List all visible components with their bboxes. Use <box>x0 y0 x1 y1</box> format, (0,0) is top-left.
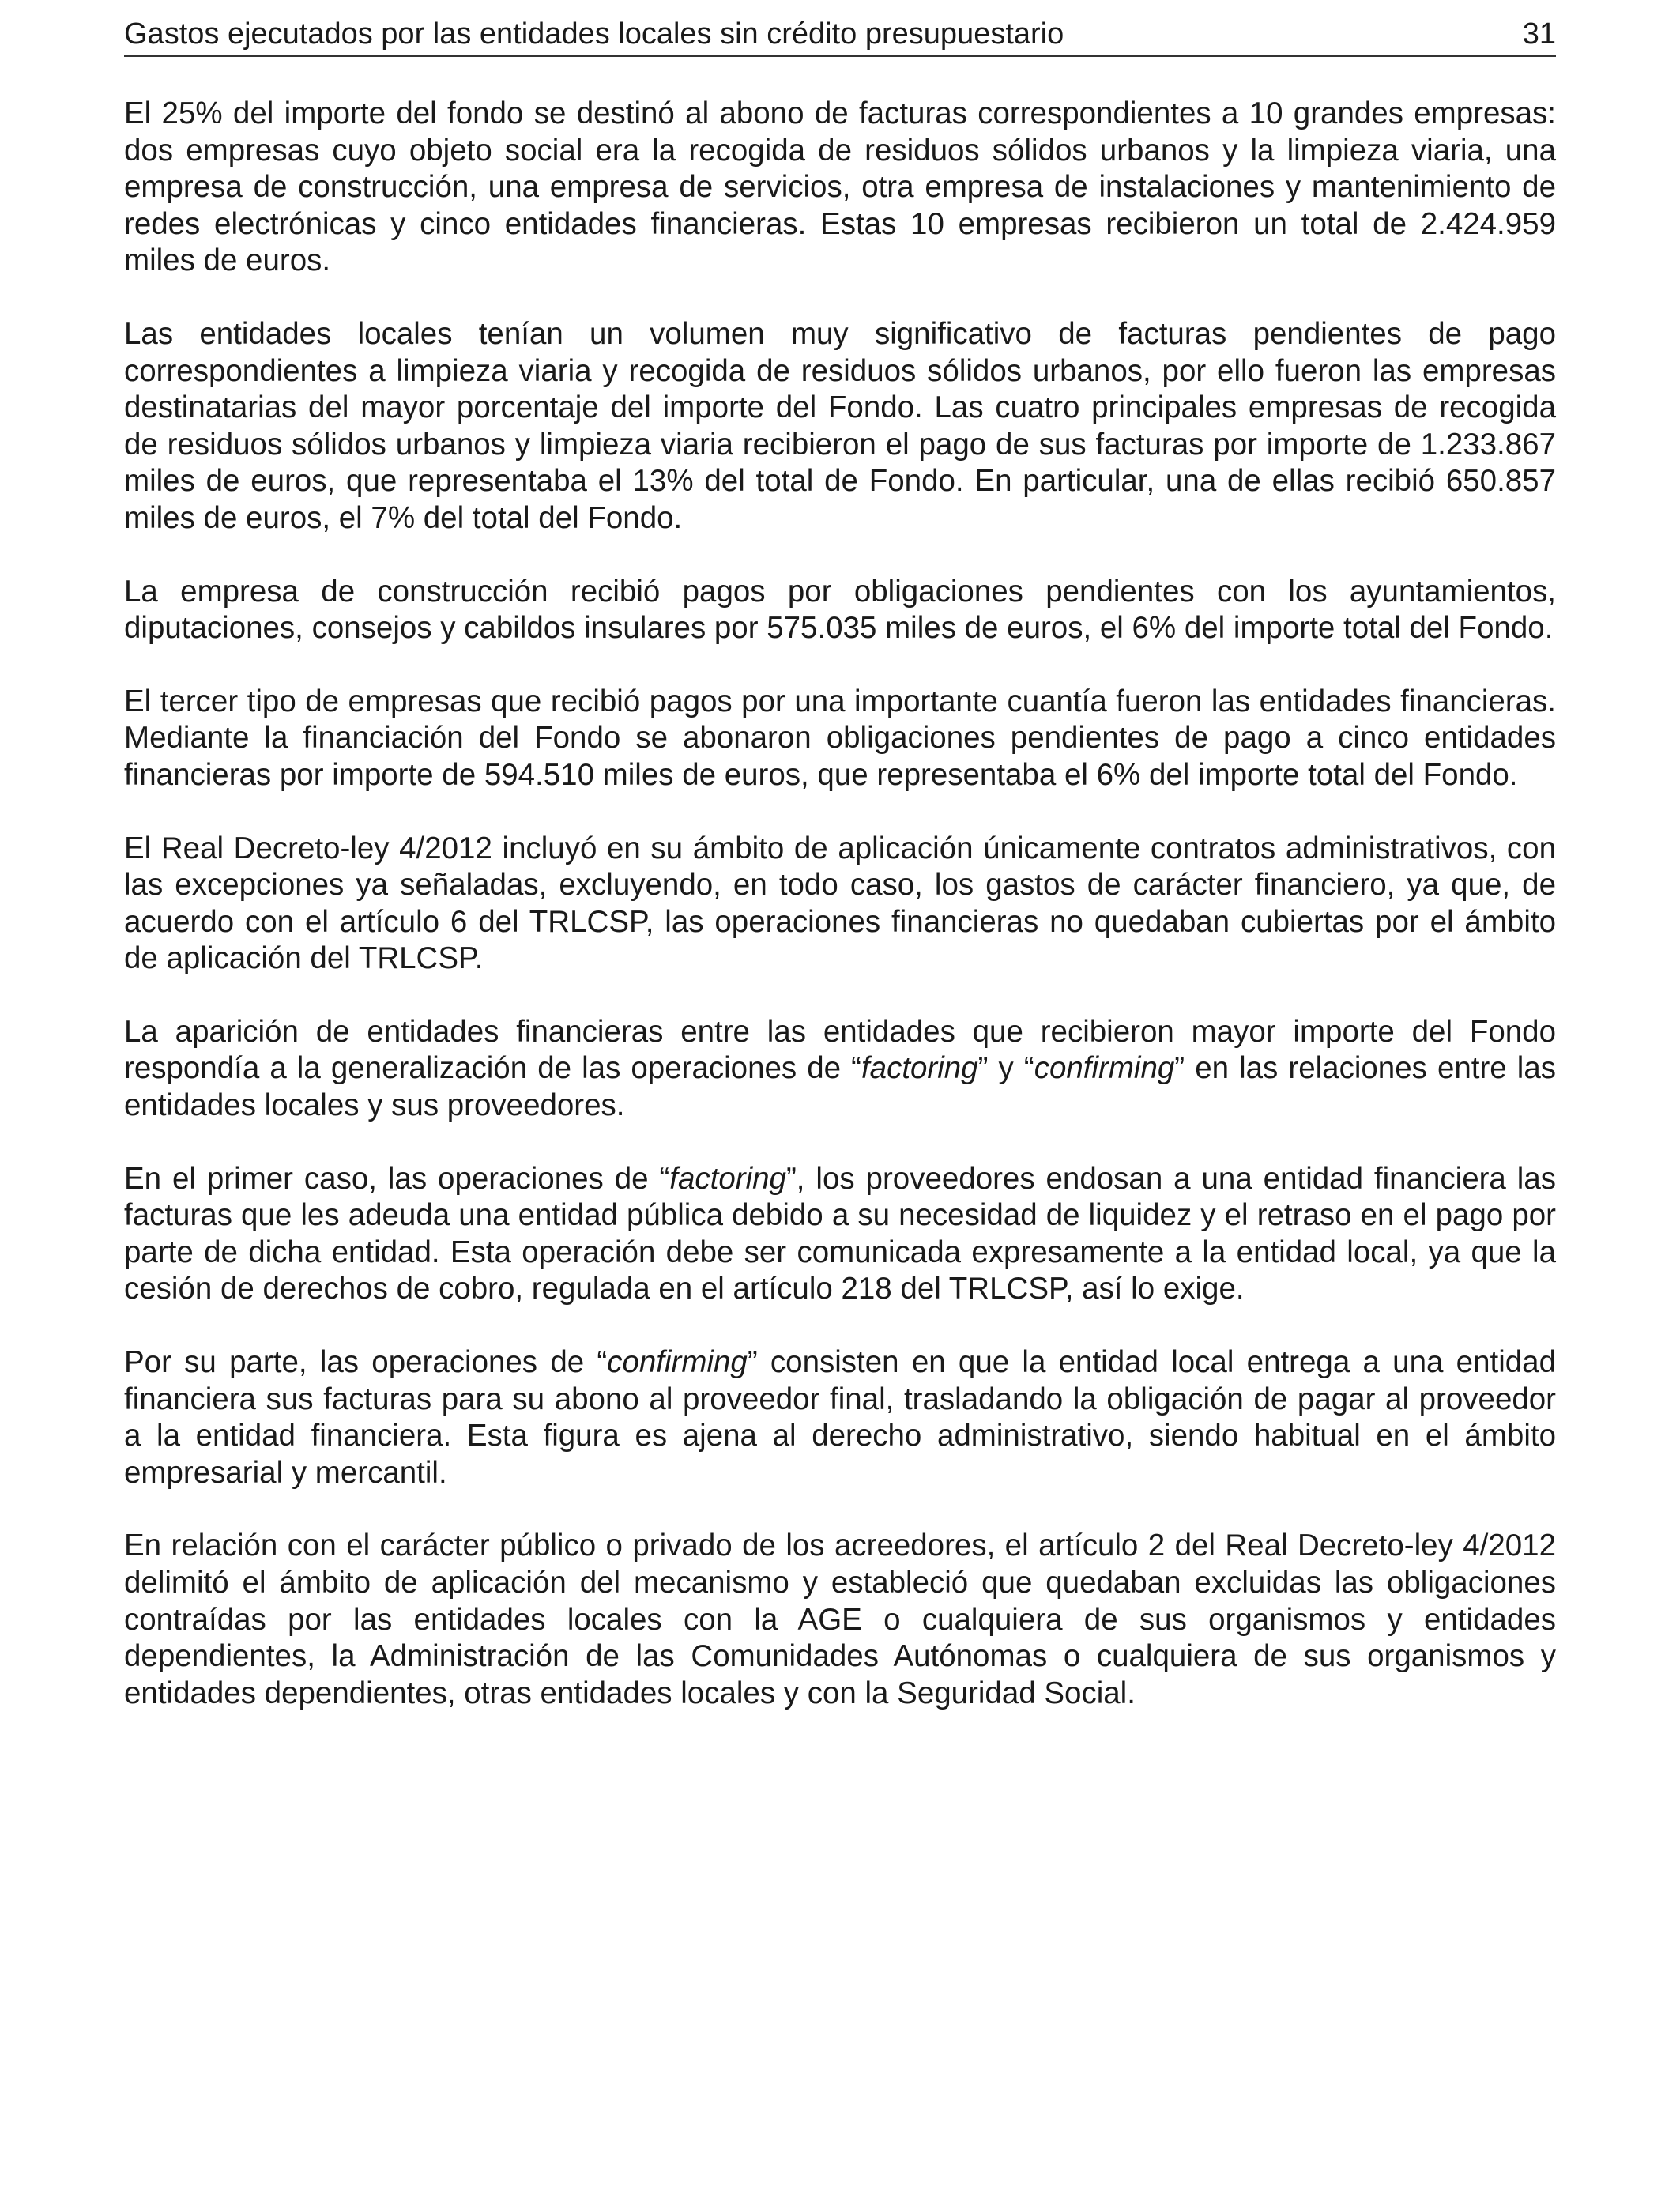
text-segment: La aparición de entidades financieras entre las entidades que recibieron mayor importe del Fondo respondía a la generalización de las operaciones de “ <box>124 1014 1556 1086</box>
paragraph-waste-collection: Las entidades locales tenían un volumen muy significativo de facturas pendientes de pago correspondientes a limpieza viaria y recogida de residuos sólidos urbanos, por ello fueron las empresas destinatarias del mayor porcentaje del importe del Fondo. Las cuatro principales empresas de recogida de residuos sólidos urbanos y limpieza viaria recibieron el pago de sus facturas por importe de 1.233.867 miles de euros, que representaba el 13% del total de Fondo. En particular, una de ellas recibió 650.857 miles de euros, el 7% del total del Fondo. <box>124 316 1556 535</box>
header-title: Gastos ejecutados por las entidades locales sin crédito presupuestario <box>124 17 1064 51</box>
text-segment: En el primer caso, las operaciones de “ <box>124 1161 670 1196</box>
text-segment: ” en las relaciones entre las entidades locales y sus proveedores. <box>124 1051 1557 1123</box>
page-number: 31 <box>1522 17 1556 51</box>
paragraph-creditors-exclusion: En relación con el carácter público o privado de los acreedores, el artículo 2 del Real Decreto-ley 4/2012 delimitó el ámbito de aplicación del mecanismo y estableció que quedaban excluidas las obligaciones contraídas por las entidades locales con la AGE o cualquiera de sus organismos y entidades dependientes, la Administración de las Comunidades Autónomas o cualquiera de sus organismos y entidades dependientes, otras entidades locales y con la Seguridad Social. <box>124 1529 1556 1710</box>
paragraph-construction: La empresa de construcción recibió pagos por obligaciones pendientes con los ayuntamientos, diputaciones, consejos y cabildos insulares por 575.035 miles de euros, el 6% del importe total del Fondo. <box>124 574 1556 646</box>
term-factoring: factoring <box>861 1051 978 1086</box>
paragraph-financial-entities: El tercer tipo de empresas que recibió pagos por una importante cuantía fueron las entidades financieras. Mediante la financiación del Fondo se abonaron obligaciones pendientes de pago a cinco entidades financieras por importe de 594.510 miles de euros, que representaba el 6% del importe total del Fondo. <box>124 684 1556 792</box>
body-text <box>124 96 1556 1748</box>
paragraph-factoring-explained <box>124 1161 1556 1308</box>
term-factoring: factoring <box>669 1161 786 1196</box>
text-segment: ” consisten en que la entidad local entrega a una entidad financiera sus facturas para su abono al proveedor final, trasladando la obligación de pagar al proveedor a la entidad financiera. Esta figura es ajena al derecho administrativo, siendo habitual en el ámbito empresarial y mercantil. <box>124 1345 1556 1490</box>
term-confirming: confirming <box>607 1345 748 1380</box>
paragraph-confirming-explained <box>124 1344 1556 1491</box>
paragraph-factoring-confirming <box>124 1014 1556 1125</box>
text-segment: Por su parte, las operaciones de “ <box>124 1345 608 1380</box>
text-segment: ” y “ <box>977 1051 1034 1086</box>
paragraph-real-decreto-scope: El Real Decreto-ley 4/2012 incluyó en su ámbito de aplicación únicamente contratos administrativos, con las excepciones ya señaladas, excluyendo, en todo caso, los gastos de carácter financiero, ya que, de acuerdo con el artículo 6 del TRLCSP, las operaciones financieras no quedaban cubiertas por el ámbito de aplicación del TRLCSP. <box>124 831 1556 976</box>
text-segment: ”, los proveedores endosan a una entidad financiera las facturas que les adeuda una entidad pública debido a su necesidad de liquidez y el retraso en el pago por parte de dicha entidad. Esta operación debe ser comunicada expresamente a la entidad local, ya que la cesión de derechos de cobro, regulada en el artículo 218 del TRLCSP, así lo exige. <box>124 1161 1556 1306</box>
paragraph-large-companies: El 25% del importe del fondo se destinó al abono de facturas correspondientes a 10 grandes empresas: dos empresas cuyo objeto social era la recogida de residuos sólidos urbanos y la limpieza viaria, una empresa de construcción, una empresa de servicios, otra empresa de instalaciones y mantenimiento de redes electrónicas y cinco entidades financieras. Estas 10 empresas recibieron un total de 2.424.959 miles de euros. <box>124 96 1556 278</box>
term-confirming: confirming <box>1034 1051 1175 1086</box>
running-header <box>124 14 1556 57</box>
